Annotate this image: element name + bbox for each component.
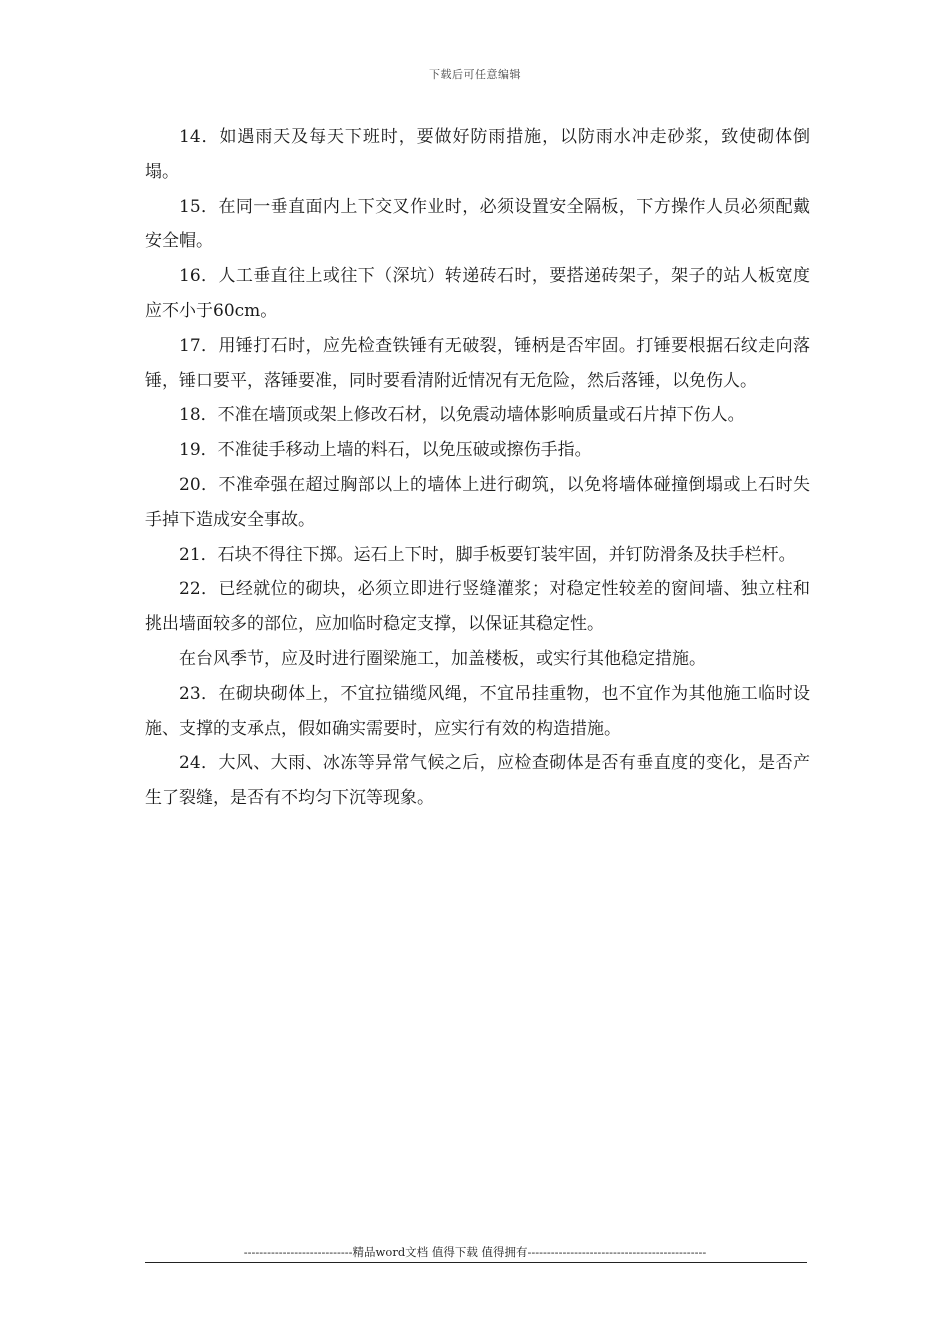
paragraph-21: 21．石块不得往下掷。运石上下时，脚手板要钉装牢固，并钉防滑条及扶手栏杆。 (179, 544, 796, 565)
page-header: 下载后可任意编辑 (429, 68, 521, 81)
paragraph-24: 24．大风、大雨、冰冻等异常气候之后，应检查砌体是否有垂直度的变化，是否产生了裂缝，是否有不均匀下沉等现象。 (145, 753, 810, 809)
document-body (145, 120, 810, 816)
footer-divider (145, 1262, 807, 1263)
page-footer: ----------------------------精品word文档 值得下载 值得拥有---------------------------------------------- (243, 1245, 707, 1259)
paragraph-17: 17．用锤打石时，应先检查铁锤有无破裂，锤柄是否牢固。打锤要根据石纹走向落锤，锤口要平，落锤要准，同时要看清附近情况有无危险，然后落锤，以免伤人。 (145, 335, 810, 391)
paragraph-16: 16．人工垂直往上或往下（深坑）转递砖石时，要搭递砖架子，架子的站人板宽度应不小于60cm。 (145, 266, 810, 321)
paragraph-20: 20．不准牵强在超过胸部以上的墙体上进行砌筑，以免将墙体碰撞倒塌或上石时失手掉下造成安全事故。 (145, 474, 810, 530)
paragraph-22: 22．已经就位的砌块，必须立即进行竖缝灌浆；对稳定性较差的窗间墙、独立柱和挑出墙面较多的部位，应加临时稳定支撑，以保证其稳定性。 (145, 579, 810, 635)
paragraph-15: 15．在同一垂直面内上下交叉作业时，必须设置安全隔板，下方操作人员必须配戴安全帽。 (145, 196, 810, 252)
paragraph-18: 18．不准在墙顶或架上修改石材，以免震动墙体影响质量或石片掉下伤人。 (179, 405, 745, 426)
paragraph-14: 14．如遇雨天及每天下班时，要做好防雨措施，以防雨水冲走砂浆，致使砌体倒塌。 (145, 127, 810, 182)
paragraph-23: 23．在砌块砌体上，不宜拉锚缆风绳，不宜吊挂重物，也不宜作为其他施工临时设施、支撑的支承点，假如确实需要时，应实行有效的构造措施。 (145, 683, 810, 739)
paragraph-19: 19．不准徒手移动上墙的料石，以免压破或擦伤手指。 (179, 440, 592, 461)
paragraph-typhoon: 在台风季节，应及时进行圈梁施工，加盖楼板，或实行其他稳定措施。 (179, 648, 706, 669)
